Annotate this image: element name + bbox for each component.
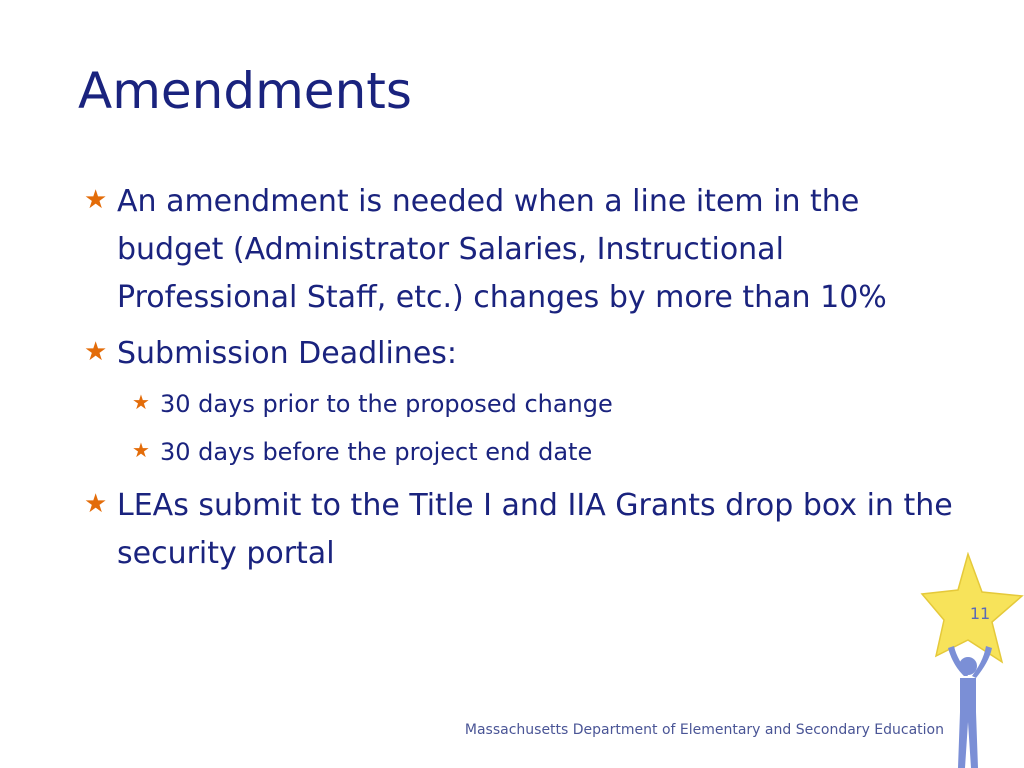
bullet-item	[84, 178, 964, 322]
star-icon: ★	[84, 337, 108, 367]
bullet-item	[84, 330, 964, 378]
mascot-head	[959, 657, 977, 675]
bullet-item	[84, 482, 964, 578]
page-number: 11	[969, 604, 991, 623]
bullet-text: Submission Deadlines:	[117, 336, 458, 371]
star-icon: ★	[132, 438, 150, 462]
slide-title: Amendments	[78, 62, 412, 120]
mascot-body	[958, 678, 978, 768]
star-icon: ★	[132, 390, 150, 414]
sub-bullet-text: 30 days before the project end date	[160, 438, 593, 466]
sub-bullet-item	[132, 434, 964, 470]
star-icon: ★	[84, 489, 108, 519]
footer-text: Massachusetts Department of Elementary and Secondary Education	[464, 722, 944, 738]
star-icon: ★	[84, 185, 108, 215]
bullet-text: An amendment is needed when a line item in the budget (Administrator Salaries, Instructional Professional Staff, etc.) changes by more than 10%	[117, 184, 887, 315]
sub-bullet-item	[132, 386, 964, 422]
sub-bullet-text: 30 days prior to the proposed change	[160, 390, 613, 418]
bullet-list	[84, 178, 964, 586]
bullet-text: LEAs submit to the Title I and IIA Grants drop box in the security portal	[117, 488, 953, 571]
